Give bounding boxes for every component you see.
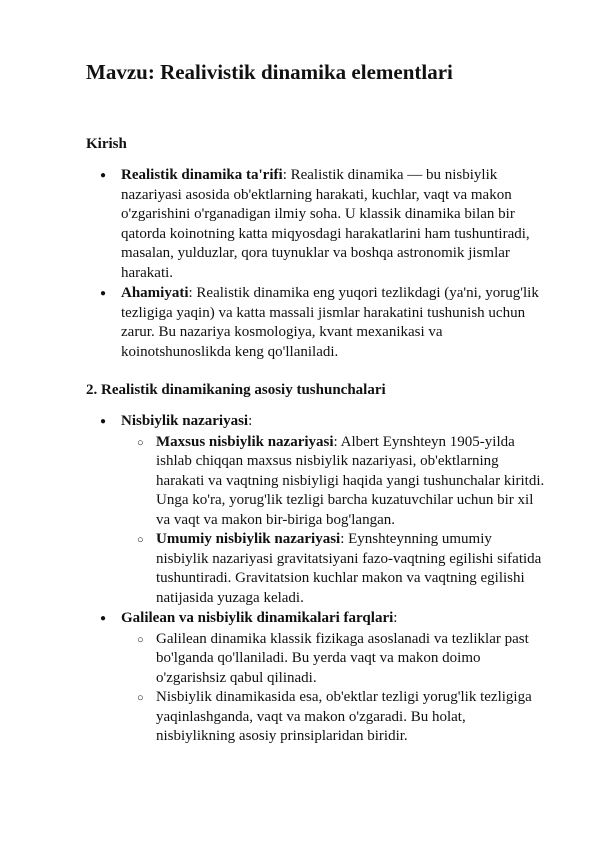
item-suffix: : bbox=[248, 413, 253, 429]
sub-list-item bbox=[121, 688, 546, 747]
term-label: Maxsus nisbiylik nazariyasi bbox=[156, 433, 334, 450]
item-text: : Realistik dinamika — bu nisbiylik nazariyasi asosida ob'ektlarning harakati, kuchlar, vaqt va makon o'zgarishini o'rganadigan ilmiy soha. U klassik dinamika bilan bir qatorda koinotning katta miqyosdagi harakatlarini ham tushuntiradi, masalan, yulduzlar, qora tuynuklar va boshqa astronomik jismlar harakati. bbox=[121, 167, 530, 281]
item-text: : Realistik dinamika eng yuqori tezlikdagi (ya'ni, yorug'lik tezligiga yaqin) va katta massali jismlar harakatini tushunish uchun zarur. Bu nazariya kosmologiya, kvant mexanikasi va koinotshunoslikda keng qo'llaniladi. bbox=[121, 285, 539, 360]
item-text: Nisbiylik dinamikasida esa, ob'ektlar tezligi yorug'lik tezligiga yaqinlashganda, vaqt va makon o'zgaradi. Bu holat, nisbiylikning asosiy prinsiplaridan biridir. bbox=[156, 689, 532, 744]
document-title: Mavzu: Realivistik dinamika elementlari bbox=[86, 60, 453, 84]
section-heading-concepts: 2. Realistik dinamikaning asosiy tushunchalari bbox=[86, 382, 386, 398]
term-label: Realistik dinamika ta'rifi bbox=[121, 167, 283, 183]
sub-list bbox=[121, 433, 546, 609]
item-text: : Eynshteynning umumiy nisbiylik nazariyasi gravitatsiyani fazo-vaqtning egilishi sifatida tushuntiradi. Gravitatsion kuchlar makon va vaqtning egilishi natijasida yuzaga keladi. bbox=[156, 531, 542, 606]
circle-bullet-icon: ○ bbox=[137, 692, 144, 704]
bullet-icon: ● bbox=[100, 170, 107, 181]
sub-list-item bbox=[121, 630, 546, 689]
list-item bbox=[86, 412, 546, 608]
term-label: Ahamiyati bbox=[121, 285, 189, 301]
sub-list-item bbox=[121, 530, 546, 608]
item-text: : Albert Eynshteyn 1905-yilda ishlab chiqqan maxsus nisbiylik nazariyasi, ob'ektlarning harakati va vaqtning nisbiyligi haqida yangi tushunchalar kiritdi. Unga ko'ra, yorug'lik tezligi barcha kuzatuvchilar uchun bir xil va vaqt va makon bir-biriga bog'langan. bbox=[156, 433, 545, 528]
intro-list bbox=[86, 166, 546, 363]
list-item bbox=[86, 609, 546, 747]
bullet-icon: ● bbox=[100, 288, 107, 299]
item-text: Galilean dinamika klassik fizikaga asoslanadi va tezliklar past bo'lganda qo'llaniladi. Bu yerda vaqt va makon doimo o'zgarishsiz qabul qilinadi. bbox=[156, 630, 529, 686]
circle-bullet-icon: ○ bbox=[137, 633, 144, 646]
term-label: Galilean va nisbiylik dinamikalari farqlari bbox=[121, 610, 394, 626]
term-label: Umumiy nisbiylik nazariyasi bbox=[156, 531, 341, 547]
bullet-icon: ● bbox=[100, 613, 107, 624]
sub-list-item bbox=[121, 433, 546, 531]
list-item bbox=[86, 284, 546, 362]
circle-bullet-icon: ○ bbox=[137, 534, 144, 546]
list-item bbox=[86, 166, 546, 283]
bullet-icon: ● bbox=[100, 416, 107, 427]
circle-bullet-icon: ○ bbox=[137, 436, 144, 449]
item-suffix: : bbox=[393, 610, 398, 626]
sub-list bbox=[121, 630, 546, 747]
section-heading-kirish: Kirish bbox=[86, 136, 127, 152]
concepts-list bbox=[86, 412, 546, 748]
term-label: Nisbiylik nazariyasi bbox=[121, 413, 249, 429]
